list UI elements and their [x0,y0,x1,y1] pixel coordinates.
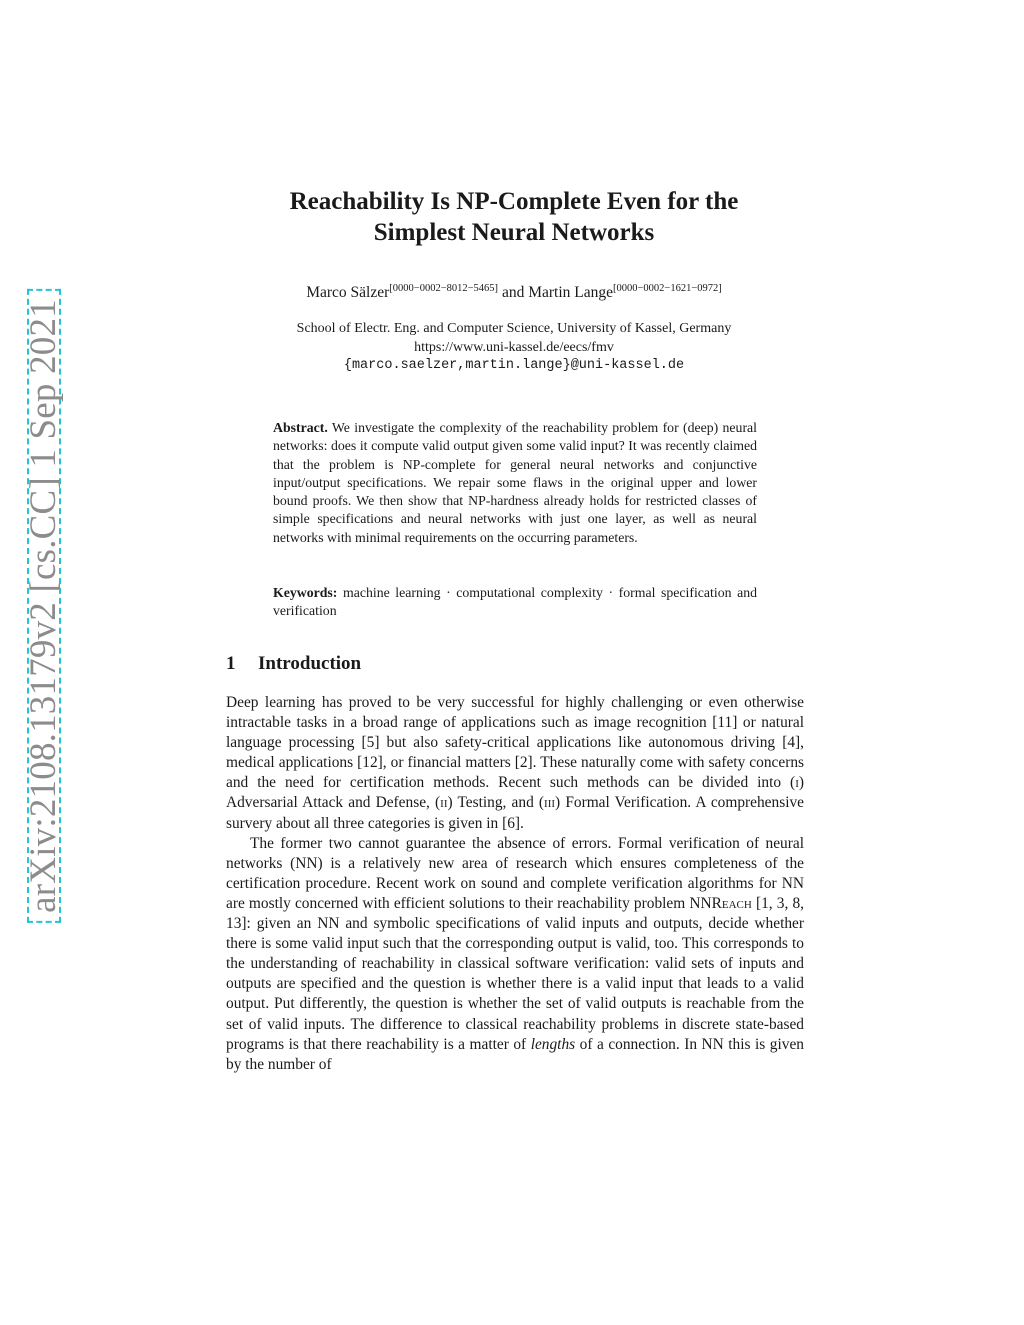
author-1-name: Marco Sälzer [306,284,390,301]
keywords-label: Keywords: [273,585,338,600]
section-title: Introduction [258,653,362,674]
abstract-label: Abstract. [273,420,328,435]
section-number: 1 [226,653,236,674]
author-conjunction: and [501,284,525,301]
paragraph-1-part-3: ) Testing, and ( [447,794,545,812]
paper-title [200,186,828,248]
title-line-2: Simplest Neural Networks [373,219,655,246]
author-2-name: Martin Lange [528,284,613,301]
author-1-orcid: [0000−0002−8012−5465] [389,283,499,294]
paragraph-2-part-1: The former two cannot guarantee the absence of errors. Formal verification of neural networks (NN) is a relatively new area of research which ensures completeness of the certification procedure. Recent work on sound and complete verification algorithms for NN are mostly concerned with efficient solutions to their reachability problem [226,834,804,912]
paragraph-1-part-2: ) Adversarial Attack and Defense, ( [226,774,804,812]
emphasis-lengths: lengths [530,1035,576,1053]
roman-numeral-2: ii [440,794,448,812]
abstract [273,419,757,547]
affiliation-email[interactable]: {marco.saelzer,martin.lange}@uni-kassel.de [343,358,685,373]
section-heading [226,653,361,675]
paragraph-1-part-4: ) Formal Verification. A comprehensive survery about all three categories is given in [6]. [226,794,804,832]
author-2-orcid: [0000−0002−1621−0972] [613,283,722,294]
keywords [273,584,757,621]
author-list [200,283,828,302]
paragraph-2-part-2: [1, 3, 8, 13]: given an NN and symbolic specifications of valid inputs and outputs, decide whether there is some valid input such that the corresponding output is valid, too. This corresponds to the understanding of reachability in classical software verification: valid sets of inputs and outputs are specified and the question is whether there is a valid input that leads to a valid output. Put differently, the question is whether the set of valid outputs is reachable from the set of valid inputs. The difference to classical reachability problems in discrete state-based programs is that there reachability is a matter of [226,894,804,1053]
affiliation-block [200,320,828,376]
roman-numeral-1: i [795,774,799,792]
paragraph-1 [226,693,804,834]
affiliation-institution: School of Electr. Eng. and Computer Science, University of Kassel, Germany [296,321,732,336]
roman-numeral-3: iii [544,794,556,812]
paragraph-2-part-3: of a connection. In NN this is given by the number of [226,1035,804,1073]
paragraph-2 [226,834,804,1075]
keywords-text: machine learning · computational complexity · formal specification and verification [273,585,757,619]
body-text [226,693,804,1075]
affiliation-url[interactable]: https://www.uni-kassel.de/eecs/fmv [414,339,614,355]
arxiv-identifier: arXiv:2108.13179v2 [cs.CC] 1 Sep 2021 [27,289,61,923]
abstract-text: We investigate the complexity of the reachability problem for (deep) neural networks: does it compute valid output given some valid input? It was recently claimed that the problem is NP-complete for general neural networks and conjunctive input/output specifications. We repair some flaws in the original upper and lower bound proofs. We then show that NP-hardness already holds for restricted classes of simple specifications and neural networks with just one layer, as well as neural networks with minimal requirements on the occurring parameters. [273,420,758,545]
nnreach-term: NNReach [689,894,752,912]
paragraph-1-part-1: Deep learning has proved to be very successful for highly challenging or even otherwise intractable tasks in a broad range of applications such as image recognition [11] or natural language processing [5] but also safety-critical applications like autonomous driving [4], medical applications [12], or financial matters [2]. These naturally come with safety concerns and the need for certification methods. Recent such methods can be divided into ( [226,694,804,792]
title-line-1: Reachability Is NP-Complete Even for the [289,188,739,215]
